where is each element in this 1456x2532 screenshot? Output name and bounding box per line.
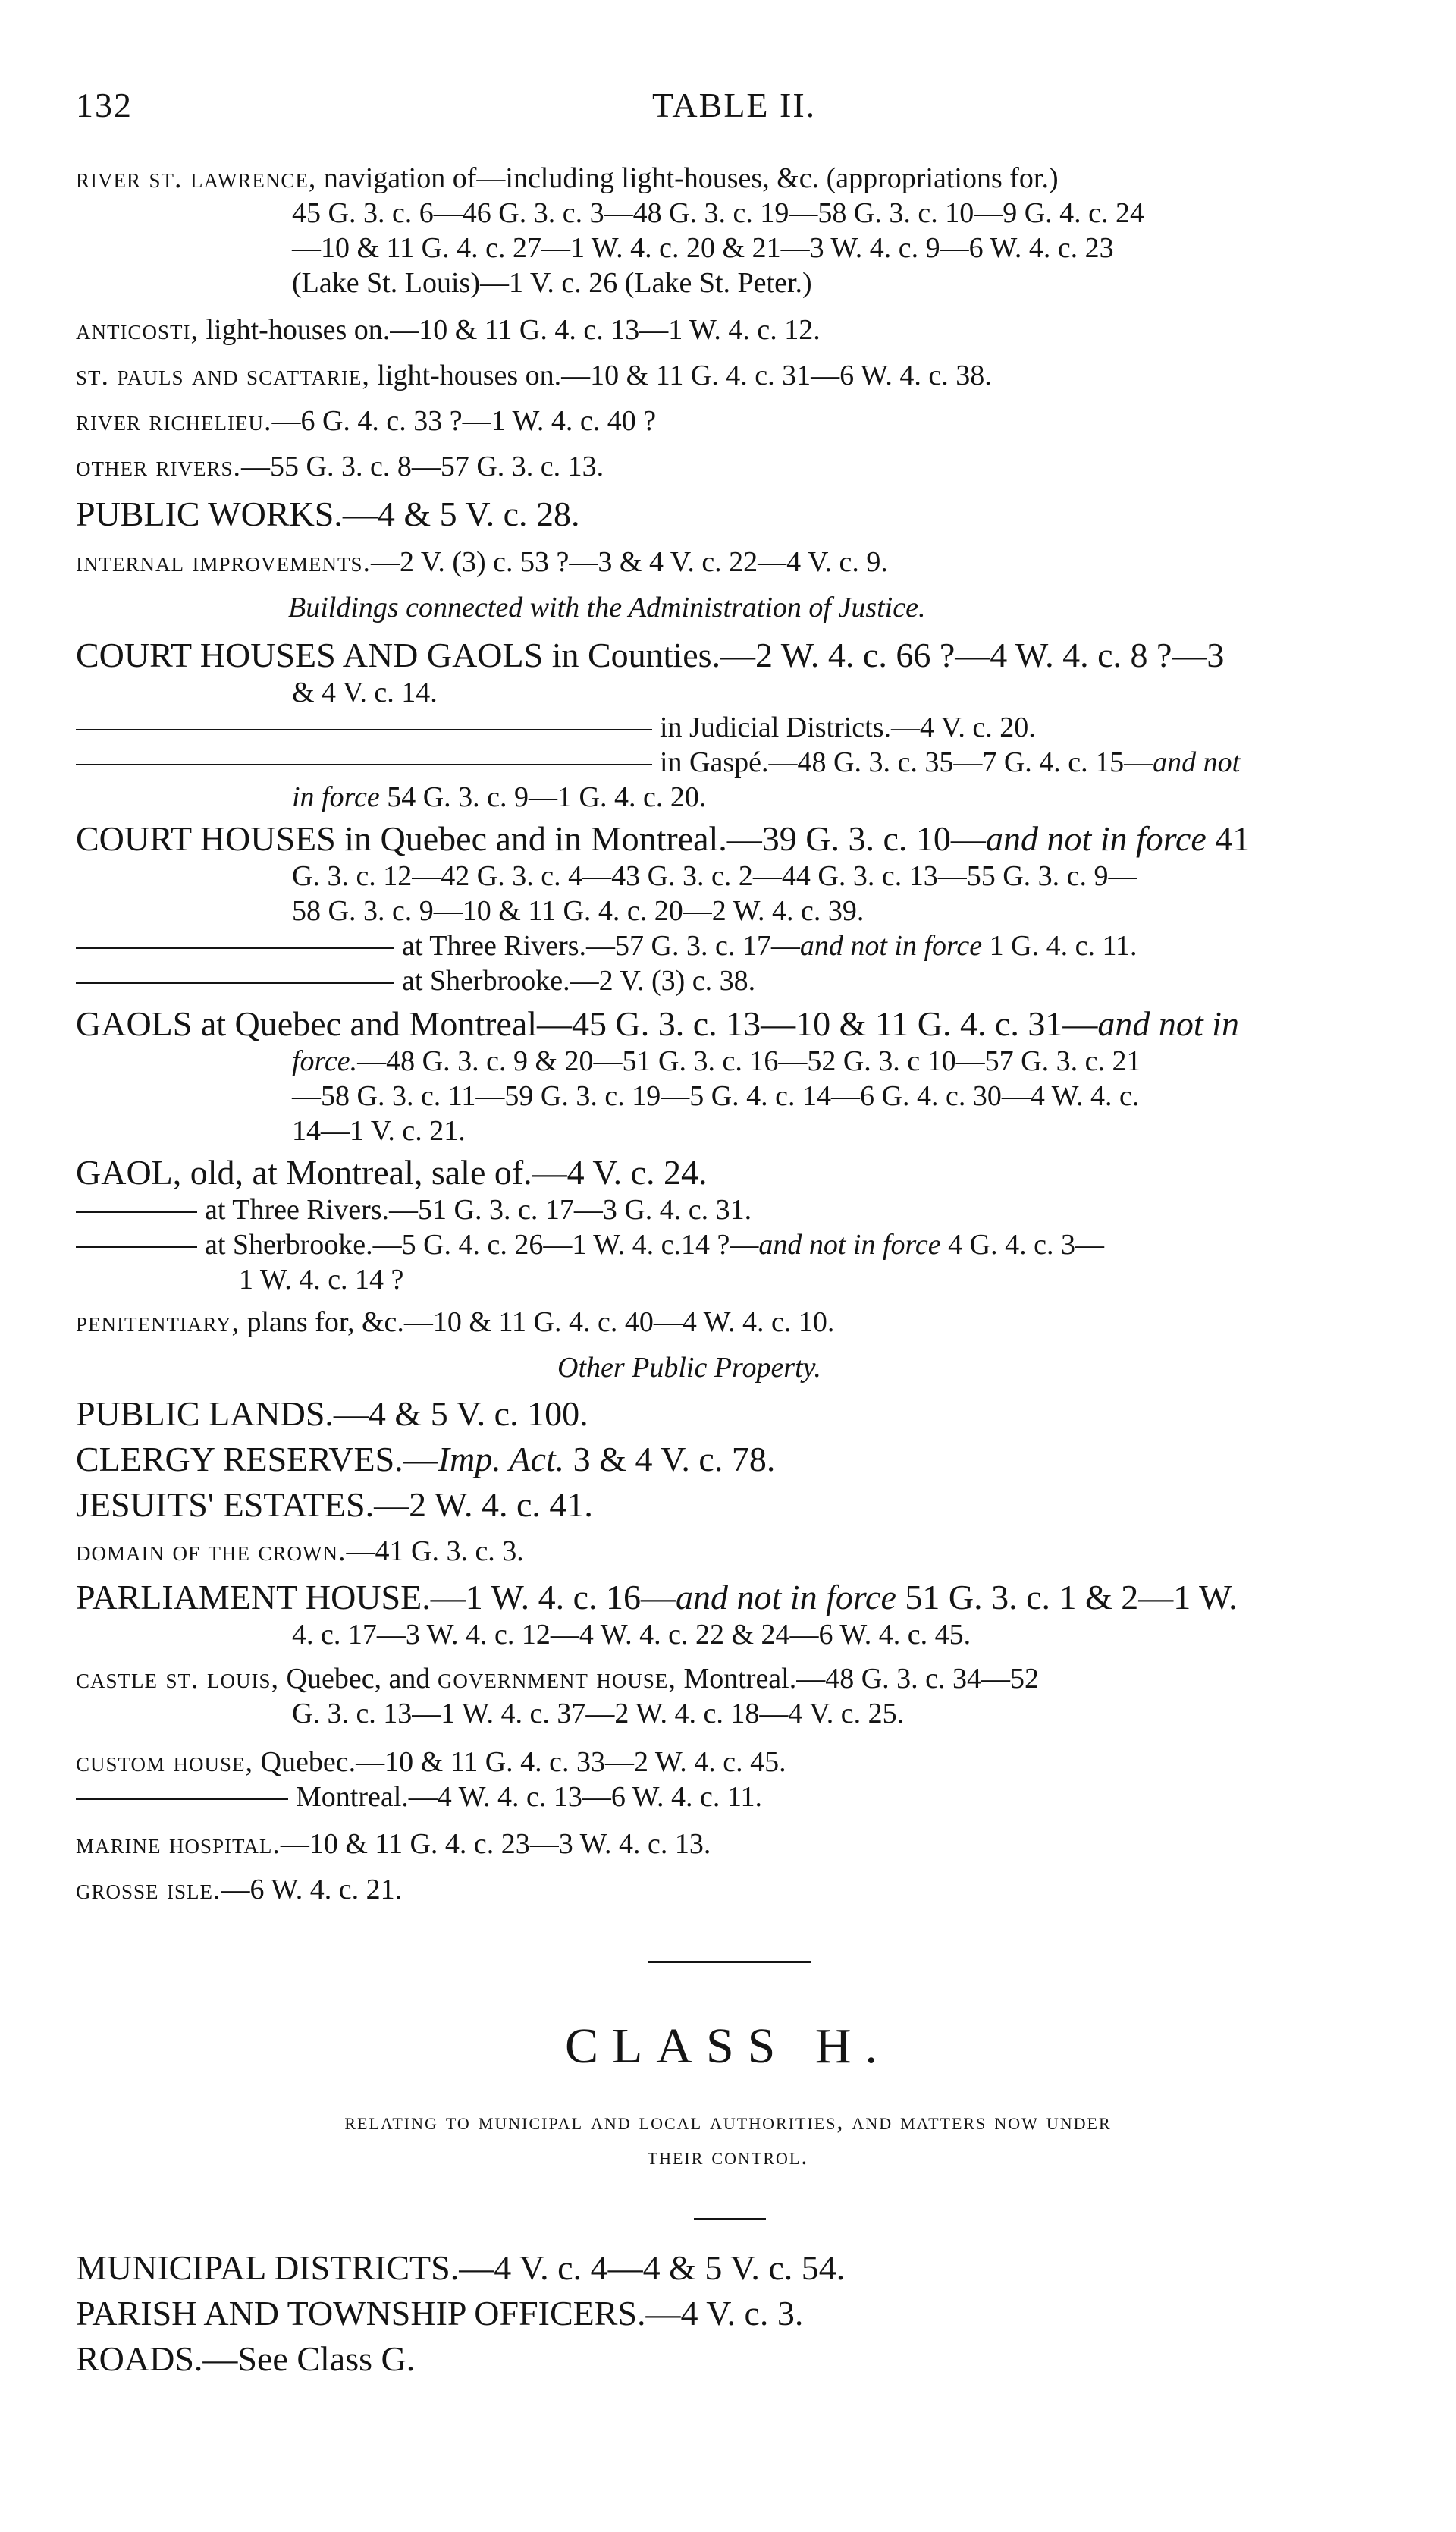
entry-text: Montreal.—4 W. 4. c. 13—6 W. 4. c. 11. [296,1781,762,1813]
entry-line [76,928,1138,963]
entry-parish-township: PARISH AND TOWNSHIP OFFICERS.—4 V. c. 3. [76,2294,804,2333]
entry-head: custom house, [76,1746,254,1778]
entry-head: domain of the crown. [76,1535,347,1567]
entry-text: GAOLS at Quebec and Montreal—45 G. 3. c. 13—10 & 11 G. 4. c. 31— [76,1004,1098,1043]
entry-italic: and not in [1097,1004,1239,1043]
entry-line: & 4 V. c. 14. [292,677,438,708]
entry-text: —6 W. 4. c. 21. [221,1874,403,1905]
entry-line: 1 W. 4. c. 14 ? [239,1264,404,1296]
entry-italic: and not in force [676,1578,896,1616]
entry-public-works: PUBLIC WORKS.—4 & 5 V. c. 28. [76,495,580,533]
entry-river-richelieu [76,404,656,438]
entry-text: 41 [1206,819,1250,858]
entry-line: G. 3. c. 12—42 G. 3. c. 4—43 G. 3. c. 2—44 G. 3. c. 13—55 G. 3. c. 9— [292,860,1138,892]
entry-roads: ROADS.—See Class G. [76,2339,416,2378]
class-title: CLASS H. [564,2018,892,2074]
entry-text: —2 V. (3) c. 53 ?—3 & 4 V. c. 22—4 V. c. 9. [371,546,888,578]
entry-text: at Sherbrooke.—5 G. 4. c. 26—1 W. 4. c.14 ?— [205,1229,759,1261]
entry-text: at Three Rivers.—51 G. 3. c. 17—3 G. 4. c. 31. [205,1194,752,1226]
entry-text: 3 & 4 V. c. 78. [564,1440,776,1478]
entry-internal-improvements [76,545,888,580]
entry-public-lands: PUBLIC LANDS.—4 & 5 V. c. 100. [76,1394,588,1433]
entry-text: Quebec.—10 & 11 G. 4. c. 33—2 W. 4. c. 45. [253,1746,786,1778]
entry-text: 54 G. 3. c. 9—1 G. 4. c. 20. [379,781,707,813]
dash-rule [76,764,652,765]
entry-line: G. 3. c. 13—1 W. 4. c. 37—2 W. 4. c. 18—4 V. c. 25. [292,1698,905,1729]
entry-text: —6 G. 4. c. 33 ?—1 W. 4. c. 40 ? [271,405,657,437]
entry-head: marine hospital. [76,1828,281,1860]
entry-gaols-quebec-montreal [76,1003,1239,1045]
entry-text: in Gaspé.—48 G. 3. c. 35—7 G. 4. c. 15— [660,746,1153,778]
entry-line [76,710,1036,745]
entry-head: penitentiary, [76,1306,240,1338]
entry-line: 4. c. 17—3 W. 4. c. 12—4 W. 4. c. 22 & 24—6 W. 4. c. 45. [292,1619,971,1651]
entry-line: (Lake St. Louis)—1 V. c. 26 (Lake St. Peter.) [292,267,812,299]
entry-line [76,1780,762,1814]
entry-line: 58 G. 3. c. 9—10 & 11 G. 4. c. 20—2 W. 4. c. 39. [292,895,864,927]
entry-text: plans for, &c.—10 & 11 G. 4. c. 40—4 W. 4. c. 10. [239,1306,835,1338]
entry-line [292,780,706,815]
entry-text: —41 G. 3. c. 3. [346,1535,524,1567]
entry-municipal-districts: MUNICIPAL DISTRICTS.—4 V. c. 4—4 & 5 V. c. 54. [76,2248,846,2287]
entry-head: river richelieu. [76,405,272,437]
entry-text: —10 & 11 G. 4. c. 23—3 W. 4. c. 13. [280,1828,711,1860]
dash-rule [76,729,652,730]
dash-rule [76,982,394,984]
entry-marine-hospital [76,1827,711,1861]
section-heading-other-property: Other Public Property. [557,1352,821,1384]
entry-head: grosse isle. [76,1874,221,1905]
entry-italic: in force [292,781,380,813]
entry-head: other rivers. [76,451,242,482]
entry-line: 14—1 V. c. 21. [292,1115,466,1147]
entry-italic: force. [292,1045,358,1077]
entry-text: CLERGY RESERVES.— [76,1440,438,1478]
entry-line: —10 & 11 G. 4. c. 27—1 W. 4. c. 20 & 21—3 W. 4. c. 9—6 W. 4. c. 23 [292,232,1114,264]
entry-line: 45 G. 3. c. 6—46 G. 3. c. 3—48 G. 3. c. 19—58 G. 3. c. 10—9 G. 4. c. 24 [292,197,1145,229]
entry-italic: and not in force [758,1229,941,1261]
entry-line [76,1227,1104,1262]
entry-court-houses-quebec-montreal [76,818,1250,860]
entry-italic: Imp. Act. [438,1440,565,1478]
entry-text: 1 G. 4. c. 11. [982,930,1138,962]
entry-text: in Judicial Districts.—4 V. c. 20. [660,712,1036,743]
page-title: TABLE II. [652,86,817,124]
entry-line [76,963,755,998]
entry-custom-house [76,1745,786,1780]
entry-text: Montreal.—48 G. 3. c. 34—52 [676,1663,1040,1695]
entry-grosse-isle [76,1872,402,1907]
entry-castle-st-louis [76,1661,1039,1696]
entry-st-pauls [76,358,992,393]
entry-text: 4 G. 4. c. 3— [940,1229,1104,1261]
entry-head: st. pauls and scattarie, [76,360,370,391]
entry-jesuits-estates: JESUITS' ESTATES.—2 W. 4. c. 41. [76,1485,593,1524]
entry-text: PARLIAMENT HOUSE.—1 W. 4. c. 16— [76,1578,676,1616]
dash-rule [76,1798,288,1800]
entry-text: navigation of—including light-houses, &c. (appropriations for.) [316,162,1059,194]
entry-italic: and not [1153,746,1241,778]
entry-text: —55 G. 3. c. 8—57 G. 3. c. 13. [241,451,604,482]
section-heading-buildings: Buildings connected with the Administration of Justice. [288,592,926,624]
entry-penitentiary [76,1305,834,1340]
entry-line: —58 G. 3. c. 11—59 G. 3. c. 19—5 G. 4. c. 14—6 G. 4. c. 30—4 W. 4. c. [292,1080,1140,1112]
entry-court-houses-gaols: COURT HOUSES AND GAOLS in Counties.—2 W. 4. c. 66 ?—4 W. 4. c. 8 ?—3 [76,636,1225,674]
entry-domain-crown [76,1534,524,1569]
entry-clergy-reserves [76,1438,775,1481]
dash-rule [76,1211,197,1213]
entry-gaol-old: GAOL, old, at Montreal, sale of.—4 V. c. 24. [76,1153,708,1192]
entry-text: at Sherbrooke.—2 V. (3) c. 38. [402,965,756,997]
class-subtitle-line1: relating to municipal and local authorities, and matters now under [344,2107,1112,2135]
entry-other-rivers [76,449,604,484]
entry-head: government house, [437,1663,676,1695]
entry-line [292,1044,1141,1079]
entry-text: light-houses on.—10 & 11 G. 4. c. 31—6 W. 4. c. 38. [369,360,992,391]
entry-head: anticosti, [76,314,199,346]
entry-parliament-house [76,1576,1238,1619]
entry-line [76,745,1240,780]
dash-rule [76,947,394,949]
page-number: 132 [76,86,133,124]
section-divider [648,1961,811,1963]
dash-rule [76,1246,197,1248]
entry-text: Quebec, and [279,1663,438,1695]
section-divider [694,2218,766,2220]
entry-text: —48 G. 3. c. 9 & 20—51 G. 3. c. 16—52 G. 3. c 10—57 G. 3. c. 21 [357,1045,1141,1077]
entry-text: 51 G. 3. c. 1 & 2—1 W. [896,1578,1238,1616]
entry-river-st-lawrence [76,161,1059,196]
entry-anticosti [76,313,821,347]
entry-head: internal improvements. [76,546,371,578]
entry-text: at Three Rivers.—57 G. 3. c. 17— [402,930,800,962]
entry-head: castle st. louis, [76,1663,280,1695]
entry-italic: and not in force [985,819,1207,858]
entry-italic: and not in force [799,930,983,962]
entry-text: light-houses on.—10 & 11 G. 4. c. 13—1 W. 4. c. 12. [199,314,821,346]
entry-head: river st. lawrence, [76,162,317,194]
entry-text: COURT HOUSES in Quebec and in Montreal.—39 G. 3. c. 10— [76,819,986,858]
class-subtitle-line2: their control. [647,2142,809,2169]
entry-line [76,1192,752,1227]
